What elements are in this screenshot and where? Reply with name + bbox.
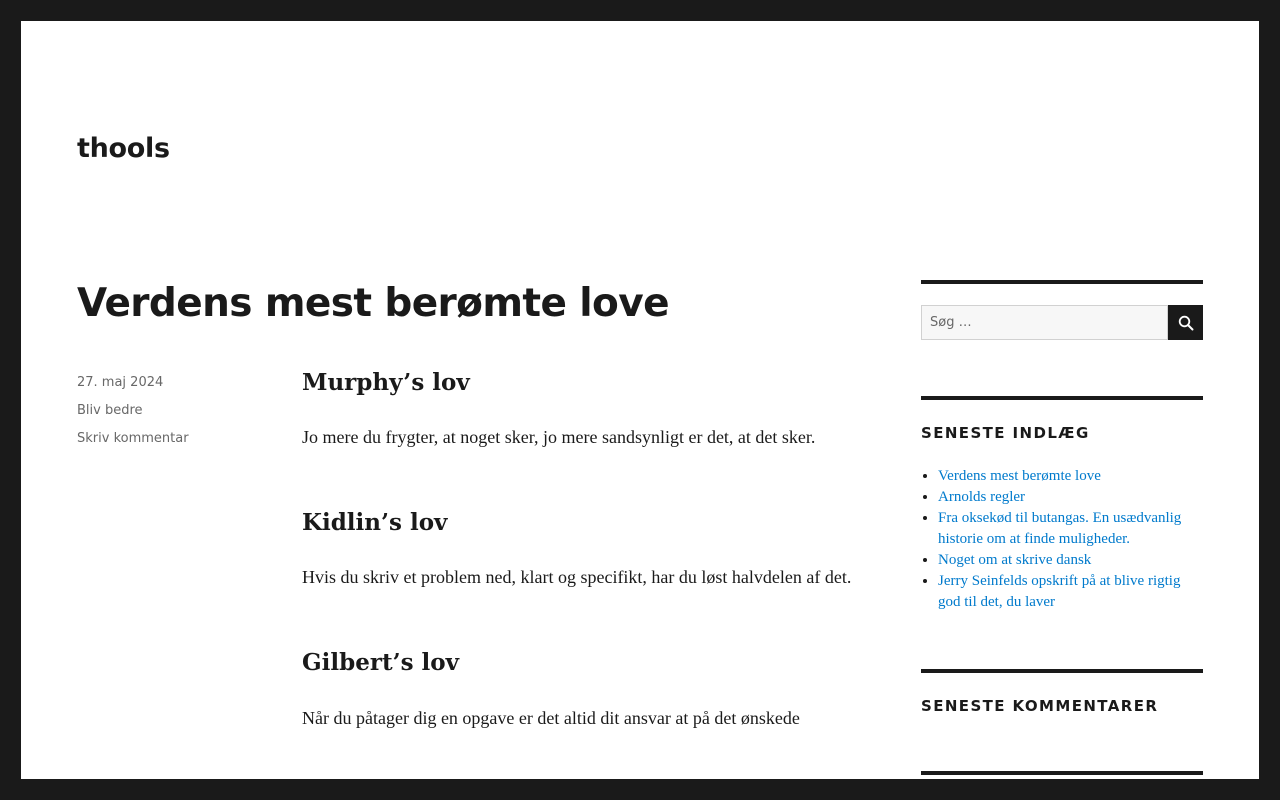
list-item (938, 508, 1203, 550)
recent-posts-list (921, 466, 1203, 613)
list-item (938, 571, 1203, 613)
search-form (921, 305, 1203, 340)
search-widget (921, 280, 1203, 396)
section-heading: Kidlin’s lov (302, 509, 448, 537)
search-input[interactable] (921, 305, 1168, 340)
recent-comments-title: SENESTE KOMMENTARER (921, 697, 1159, 715)
post-category-link[interactable]: Bliv bedre (77, 403, 143, 418)
recent-post-link[interactable]: Verdens mest berømte love (938, 468, 1101, 484)
recent-post-link[interactable]: Arnolds regler (938, 489, 1026, 505)
comment-link[interactable]: Skriv kommentar (77, 431, 189, 446)
post-meta (77, 373, 189, 457)
recent-post-link[interactable]: Jerry Seinfelds opskrift på at blive rigtig god til det, du laver (938, 573, 1181, 610)
section-heading: Gilbert’s lov (302, 649, 459, 677)
search-icon (1178, 315, 1194, 331)
section-heading: Murphy’s lov (302, 369, 470, 396)
site-title[interactable]: thools (77, 133, 170, 164)
recent-posts-title: SENESTE INDLÆG (921, 424, 1090, 442)
page (21, 21, 1259, 779)
post-title: Verdens mest berømte love (77, 281, 669, 326)
recent-post-link[interactable]: Fra oksekød til butangas. En usædvanlig historie om at finde muligheder. (938, 510, 1182, 547)
section-text: Jo mere du frygter, at noget sker, jo mere sandsynligt er det, at det sker. (302, 427, 816, 448)
post-date-link[interactable]: 27. maj 2024 (77, 375, 164, 390)
recent-post-link[interactable]: Noget om at skrive dansk (938, 552, 1092, 568)
next-widget (921, 771, 1203, 775)
recent-comments-widget (921, 669, 1203, 771)
list-item (938, 466, 1203, 487)
post-content (302, 367, 862, 779)
search-button[interactable] (1168, 305, 1203, 340)
recent-posts-widget (921, 396, 1203, 669)
section-text: Hvis du skriv et problem ned, klart og specifikt, har du løst halvdelen af det. (302, 567, 852, 588)
section-text: Når du påtager dig en opgave er det altid dit ansvar at på det ønskede (302, 707, 800, 728)
sidebar (921, 280, 1203, 775)
list-item (938, 487, 1203, 508)
list-item (938, 550, 1203, 571)
